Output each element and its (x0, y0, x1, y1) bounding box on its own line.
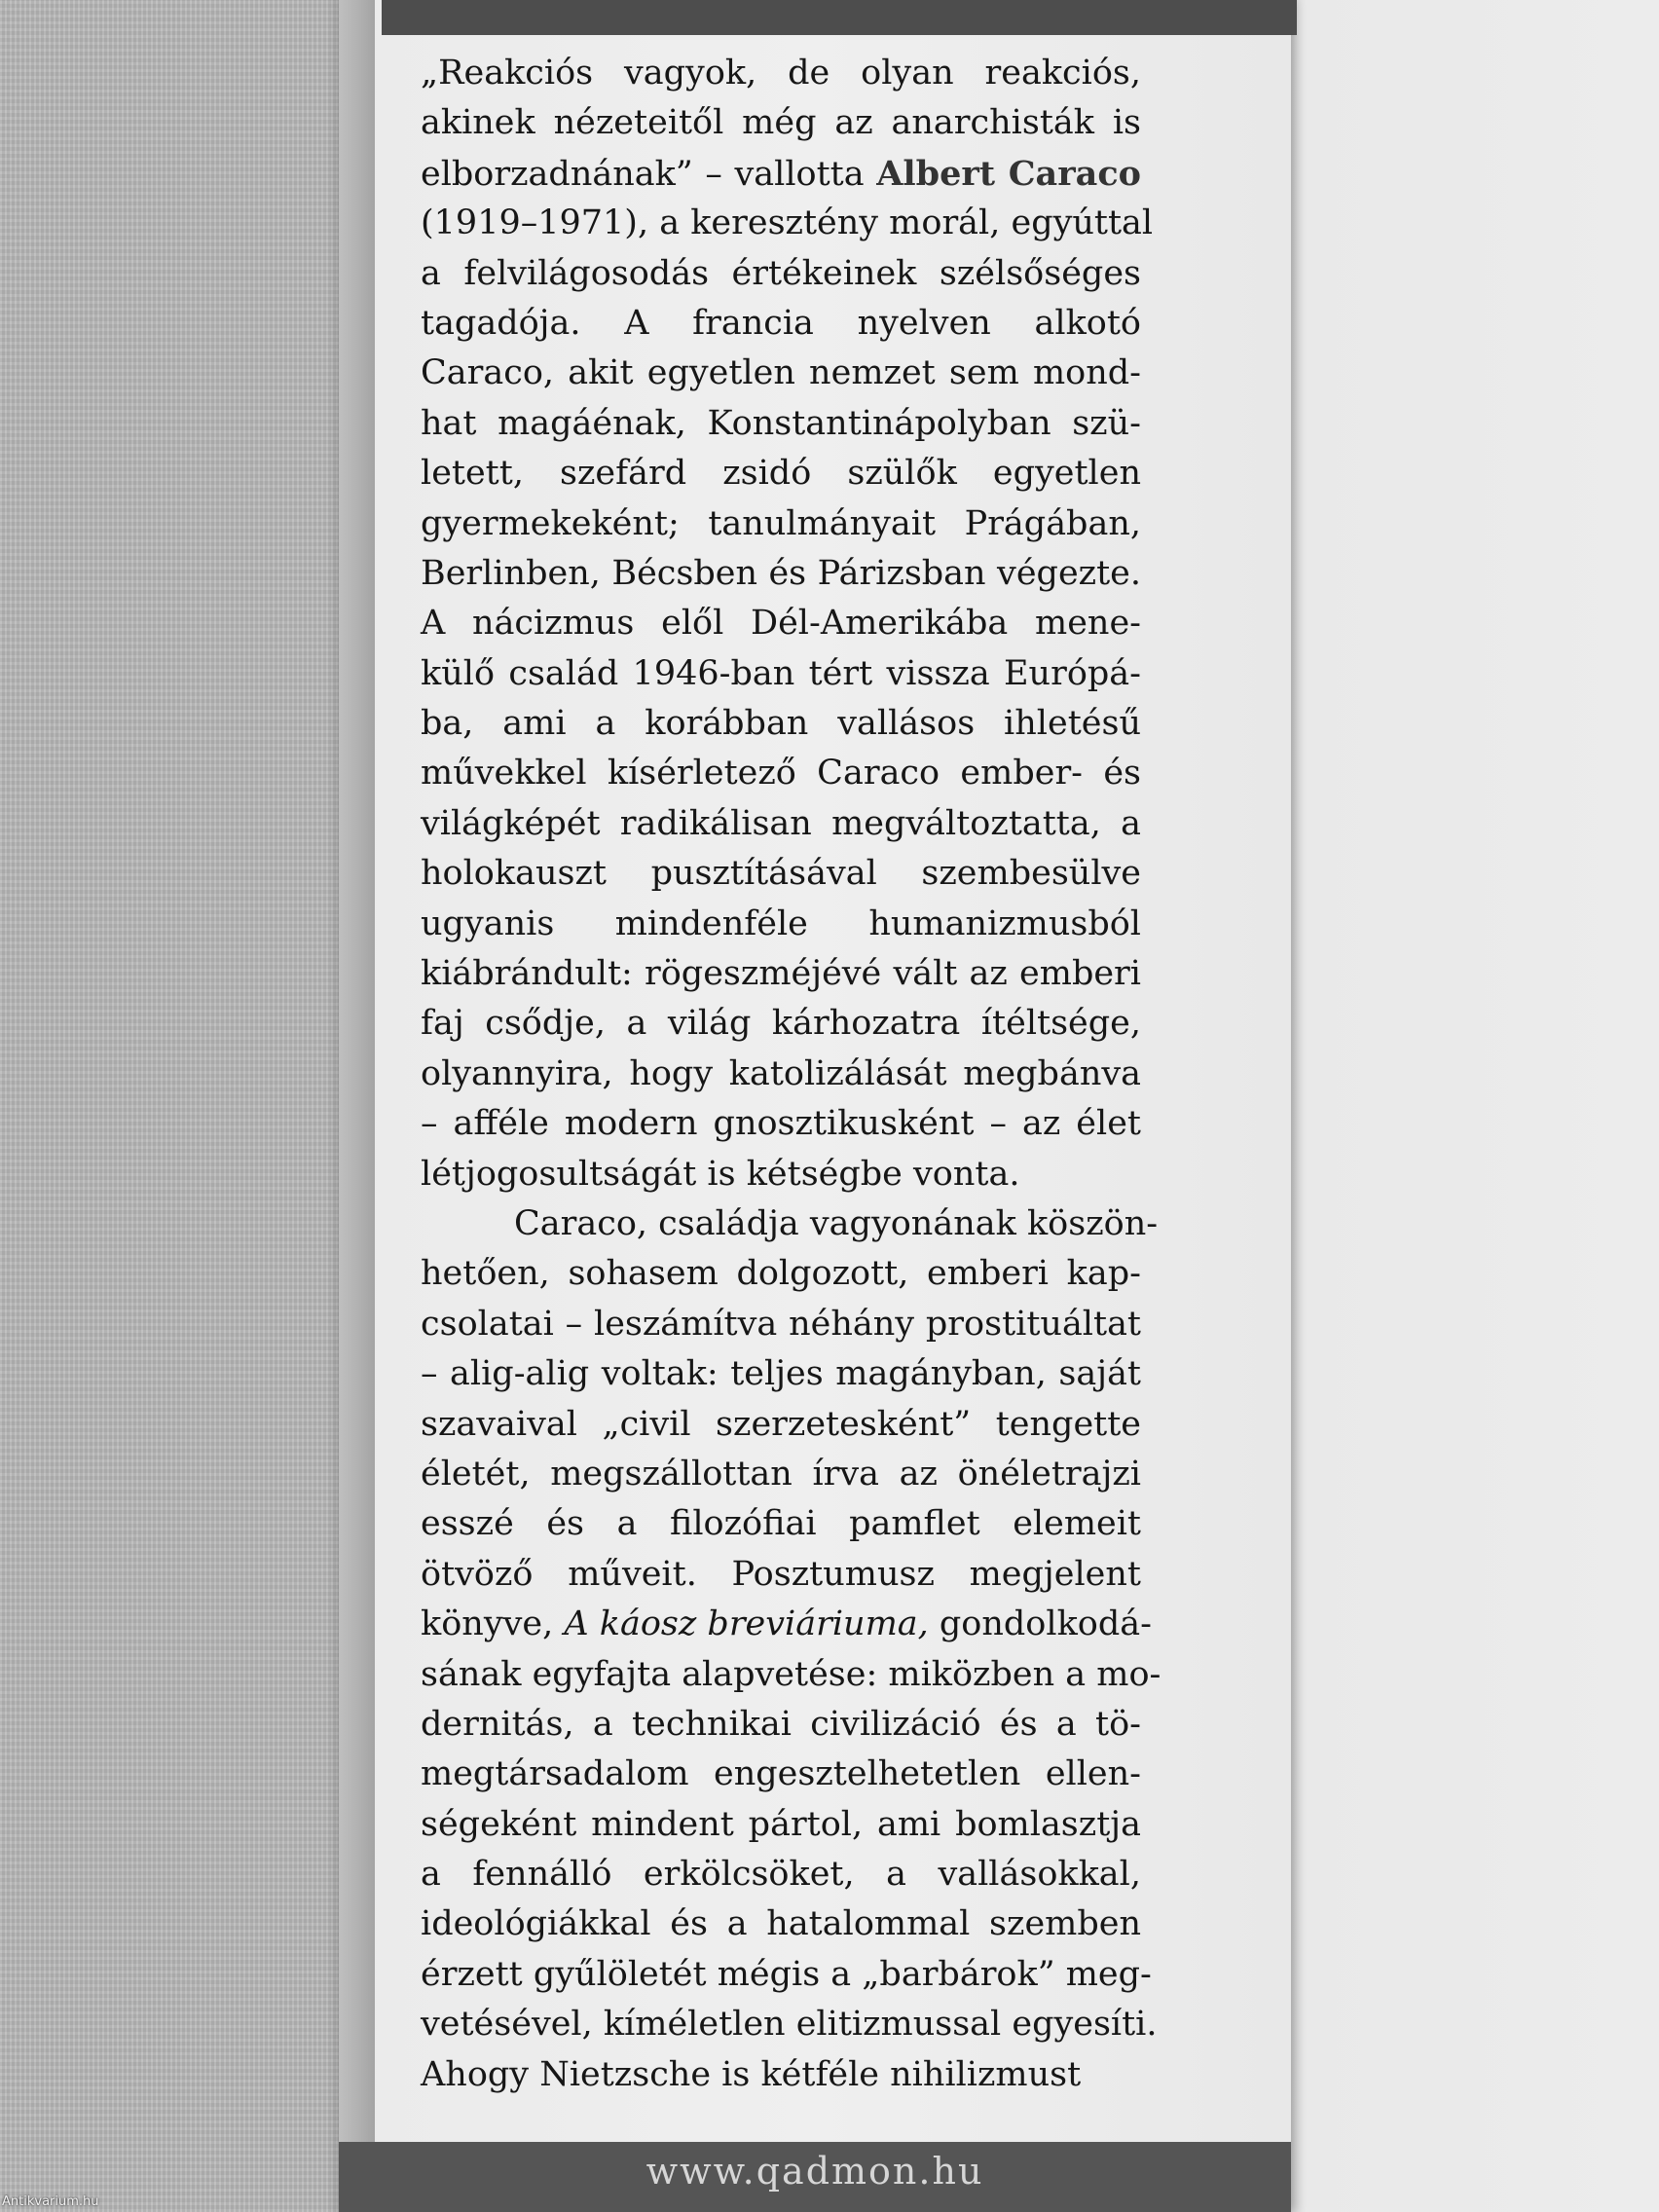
publisher-url: www.qadmon.hu (645, 2150, 984, 2193)
text-line: külő család 1946-ban tért vissza Európá- (421, 653, 1141, 693)
text-line: hetően, sohasem dolgozott, emberi kap- (421, 1254, 1141, 1294)
text-line: csolatai – leszámítva néhány prostituáltat (421, 1304, 1141, 1344)
text-line: ugyanis mindenféle humanizmusból (421, 903, 1141, 943)
text-line: sának egyfajta alapvetése: miközben a mo- (421, 1654, 1161, 1694)
text-line: könyve, A káosz breviáriuma, gondolkodá- (421, 1604, 1152, 1644)
book-title: A káosz breviáriuma, (564, 1604, 929, 1644)
text-line: akinek nézeteitől még az anarchisták is (421, 103, 1141, 143)
text-line: a felvilágosodás értékeinek szélsőséges (421, 253, 1141, 293)
text-line: a fennálló erkölcsöket, a vallásokkal, (421, 1855, 1141, 1895)
top-band (382, 0, 1297, 35)
back-page (1275, 0, 1659, 2212)
text-line: holokauszt pusztításával szembesülve (421, 854, 1141, 894)
text-line: ségeként mindent pártol, ami bomlasztja (421, 1804, 1141, 1844)
text-line: „Reakciós vagyok, de olyan reakciós, (421, 54, 1141, 92)
text-line: ötvöző műveit. Posztumusz megjelent (421, 1554, 1141, 1594)
text-line: dernitás, a technikai civilizáció és a tö- (421, 1704, 1141, 1744)
text-line: kiábrándult: rögeszméjévé vált az emberi (421, 954, 1141, 994)
text-line: érzett gyűlöletét mégis a „barbárok” meg- (421, 1954, 1152, 1994)
text-line: esszé és a filozófiai pamflet elemeit (421, 1504, 1141, 1544)
text-line: életét, megszállottan írva az önéletrajzi (421, 1454, 1141, 1493)
text-line: Caraco, akit egyetlen nemzet sem mond- (421, 353, 1141, 393)
text-line: világképét radikálisan megváltoztatta, a (421, 803, 1141, 843)
flap-text (421, 49, 1161, 2100)
text-line: A nácizmus elől Dél-Amerikába mene- (421, 604, 1141, 644)
text-line: (1919–1971), a keresztény morál, egyúttal (421, 203, 1154, 243)
text-line: Ahogy Nietzsche is kétféle nihilizmust (421, 2054, 1082, 2094)
text-line: elborzadnának” – vallotta Albert Caraco (421, 153, 1142, 194)
spine-shadow (326, 0, 375, 2212)
watermark: Antikvarium.hu (2, 2194, 99, 2209)
text-line: szavaival „civil szerzetesként” tengette (421, 1404, 1141, 1444)
text-line: olyannyira, hogy katolizálását megbánva (421, 1053, 1141, 1093)
text-line: hat magáénak, Konstantinápolyban szü- (421, 403, 1141, 443)
text-line: Berlinben, Bécsben és Párizsban végezte. (421, 553, 1141, 593)
author-name: Albert Caraco (876, 153, 1142, 194)
text-line: művekkel kísérletező Caraco ember- és (421, 754, 1141, 793)
felt-background (0, 0, 346, 2212)
text-line: – afféle modern gnosztikusként – az élet (421, 1104, 1141, 1144)
text-line: létjogosultságát is kétségbe vonta. (421, 1154, 1020, 1194)
text-line: gyermekeként; tanulmányait Prágában, (421, 503, 1141, 543)
text-line: – alig-alig voltak: teljes magányban, saját (421, 1354, 1141, 1394)
text-line: megtársadalom engesztelhetetlen ellen- (421, 1754, 1141, 1794)
text-line: Caraco, családja vagyonának köszön- (514, 1203, 1159, 1243)
text-line: ba, ami a korábban vallásos ihletésű (421, 704, 1141, 744)
text-line: vetésével, kíméletlen elitizmussal egyesíti. (421, 2005, 1158, 2045)
text-line: faj csődje, a világ kárhozatra ítéltsége, (421, 1004, 1141, 1044)
text-line: ideológiákkal és a hatalommal szemben (421, 1904, 1141, 1944)
text-line: tagadója. A francia nyelven alkotó (421, 303, 1141, 343)
text-line: letett, szefárd zsidó szülők egyetlen (421, 454, 1141, 494)
